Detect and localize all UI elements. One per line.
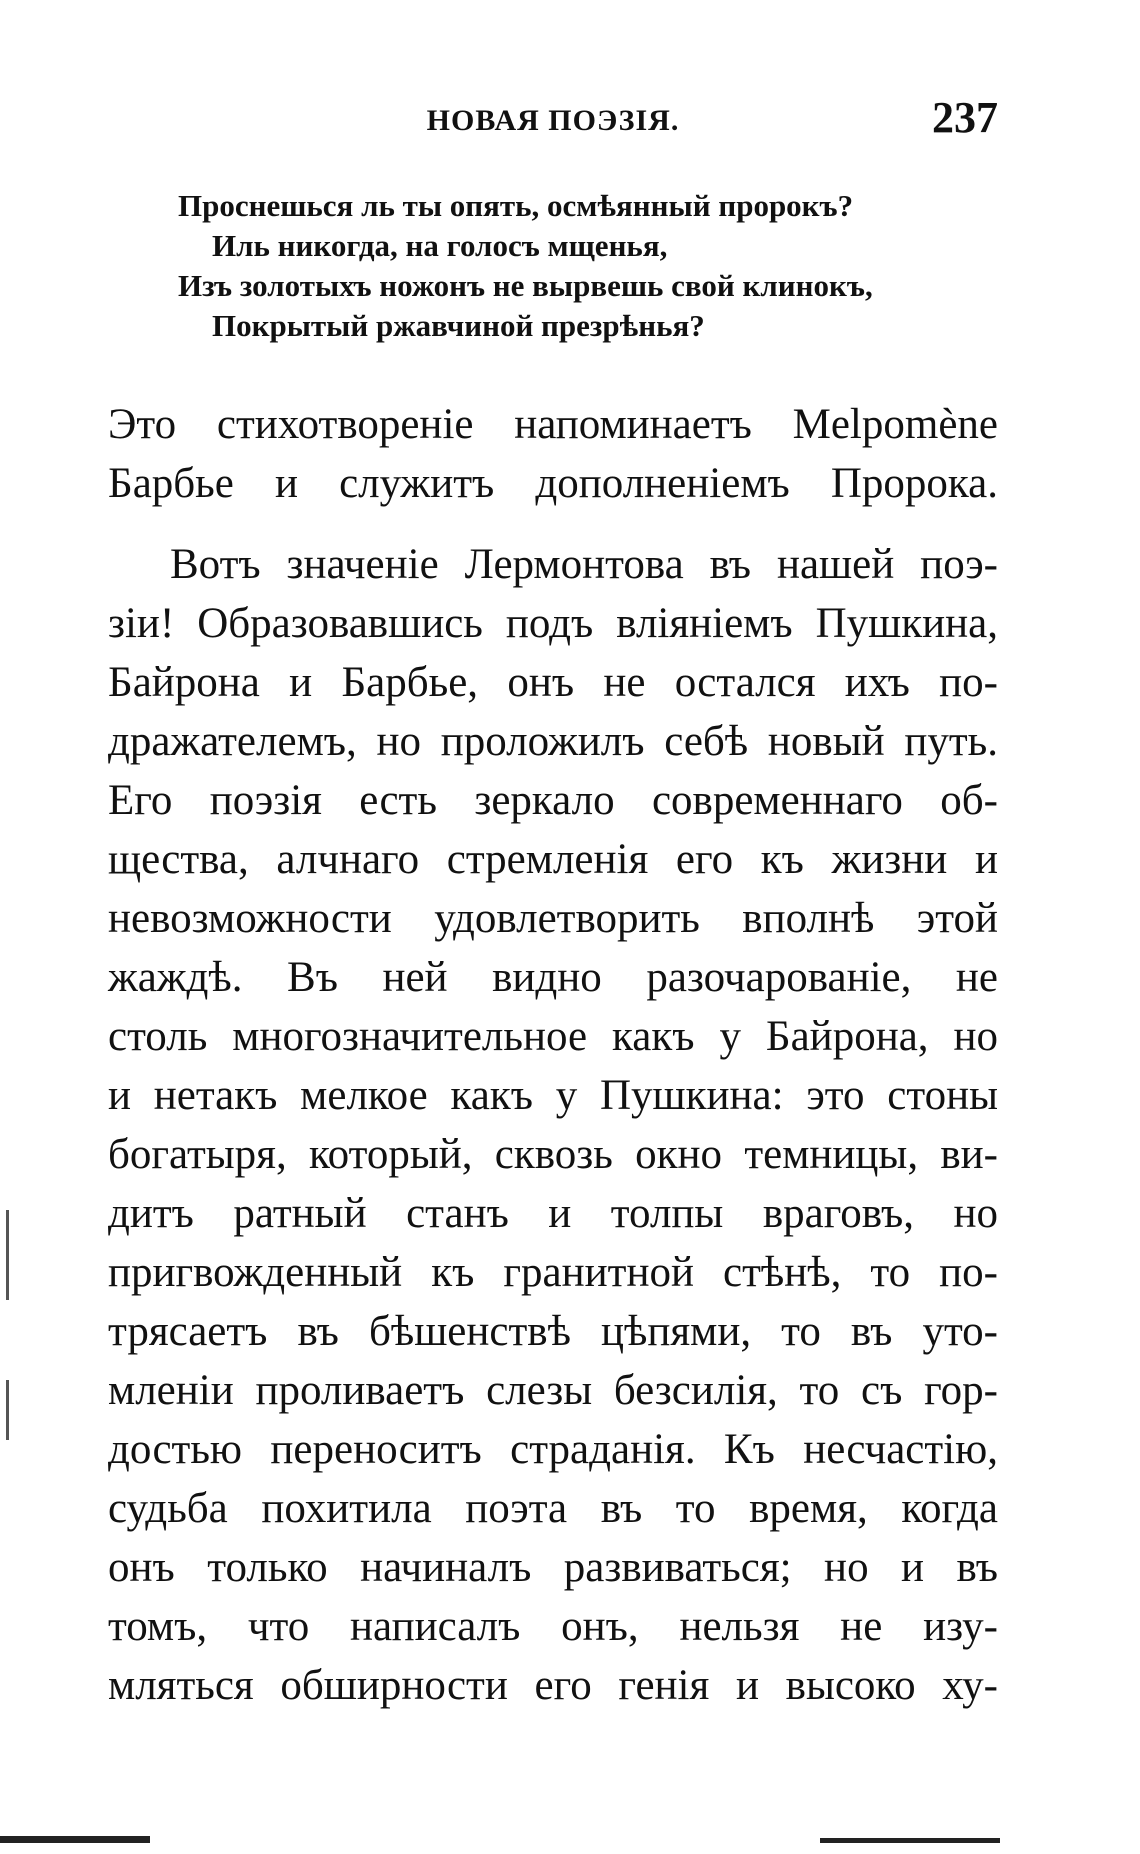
text-line: Барбье и служитъ дополненіемъ Пророка. xyxy=(108,460,998,507)
verse-line: Покрытый ржавчиной презрѣнья? xyxy=(212,308,705,343)
scan-mark xyxy=(0,1836,150,1843)
text-line: Байрона и Барбье, онъ не остался ихъ по- xyxy=(108,659,998,706)
text-line: дитъ ратный станъ и толпы враговъ, но xyxy=(108,1190,998,1237)
text-line: зіи! Образовавшись подъ вліяніемъ Пушкина, xyxy=(108,600,998,647)
text-line: мляться обширности его генія и высоко ху- xyxy=(108,1662,998,1709)
scan-mark xyxy=(6,1210,9,1300)
text-line: невозможности удовлетворить вполнѣ этой xyxy=(108,895,998,942)
text-line: пригвожденный къ гранитной стѣнѣ, то по- xyxy=(108,1249,998,1296)
text-line: Его поэзія есть зеркало современнаго об- xyxy=(108,777,998,824)
paragraph-1 xyxy=(108,395,998,513)
text-line: Это стихотвореніе напоминаетъ Melpomène xyxy=(108,401,998,448)
page-number: 237 xyxy=(932,93,998,142)
text-line: щества, алчнаго стремленія его къ жизни и xyxy=(108,836,998,883)
text-line: дражателемъ, но проложилъ себѣ новый путь. xyxy=(108,718,998,765)
scan-mark xyxy=(820,1838,1000,1843)
text-line: и нетакъ мелкое какъ у Пушкина: это стоны xyxy=(108,1072,998,1119)
verse-line: Проснешься ль ты опять, осмѣянный пророкъ? xyxy=(178,188,854,223)
text-line: томъ, что написалъ онъ, нельзя не изу- xyxy=(108,1603,998,1650)
verse-line: Изъ золотыхъ ножонъ не вырвешь свой клинокъ, xyxy=(178,268,873,303)
scan-mark xyxy=(6,1380,9,1440)
text-line: мленіи проливаетъ слезы безсилія, то съ гор- xyxy=(108,1367,998,1414)
text-line: жаждѣ. Въ ней видно разочарованіе, не xyxy=(108,954,998,1001)
text-line: трясаетъ въ бѣшенствѣ цѣпями, то въ уто- xyxy=(108,1308,998,1355)
text-line: Вотъ значеніе Лермонтова въ нашей поэ- xyxy=(170,541,998,588)
text-line: столь многозначительное какъ у Байрона, но xyxy=(108,1013,998,1060)
verse-line: Иль никогда, на голосъ мщенья, xyxy=(212,228,668,263)
text-line: онъ только начиналъ развиваться; но и въ xyxy=(108,1544,998,1591)
text-line: достью переноситъ страданія. Къ несчастію, xyxy=(108,1426,998,1473)
verse-quote xyxy=(178,186,1008,346)
text-line: богатыря, который, сквозь окно темницы, ви- xyxy=(108,1131,998,1178)
running-title: НОВАЯ ПОЭЗІЯ. xyxy=(426,104,680,137)
text-line: судьба похитила поэта въ то время, когда xyxy=(108,1485,998,1532)
page-header xyxy=(108,92,998,144)
paragraph-2 xyxy=(108,535,998,1715)
